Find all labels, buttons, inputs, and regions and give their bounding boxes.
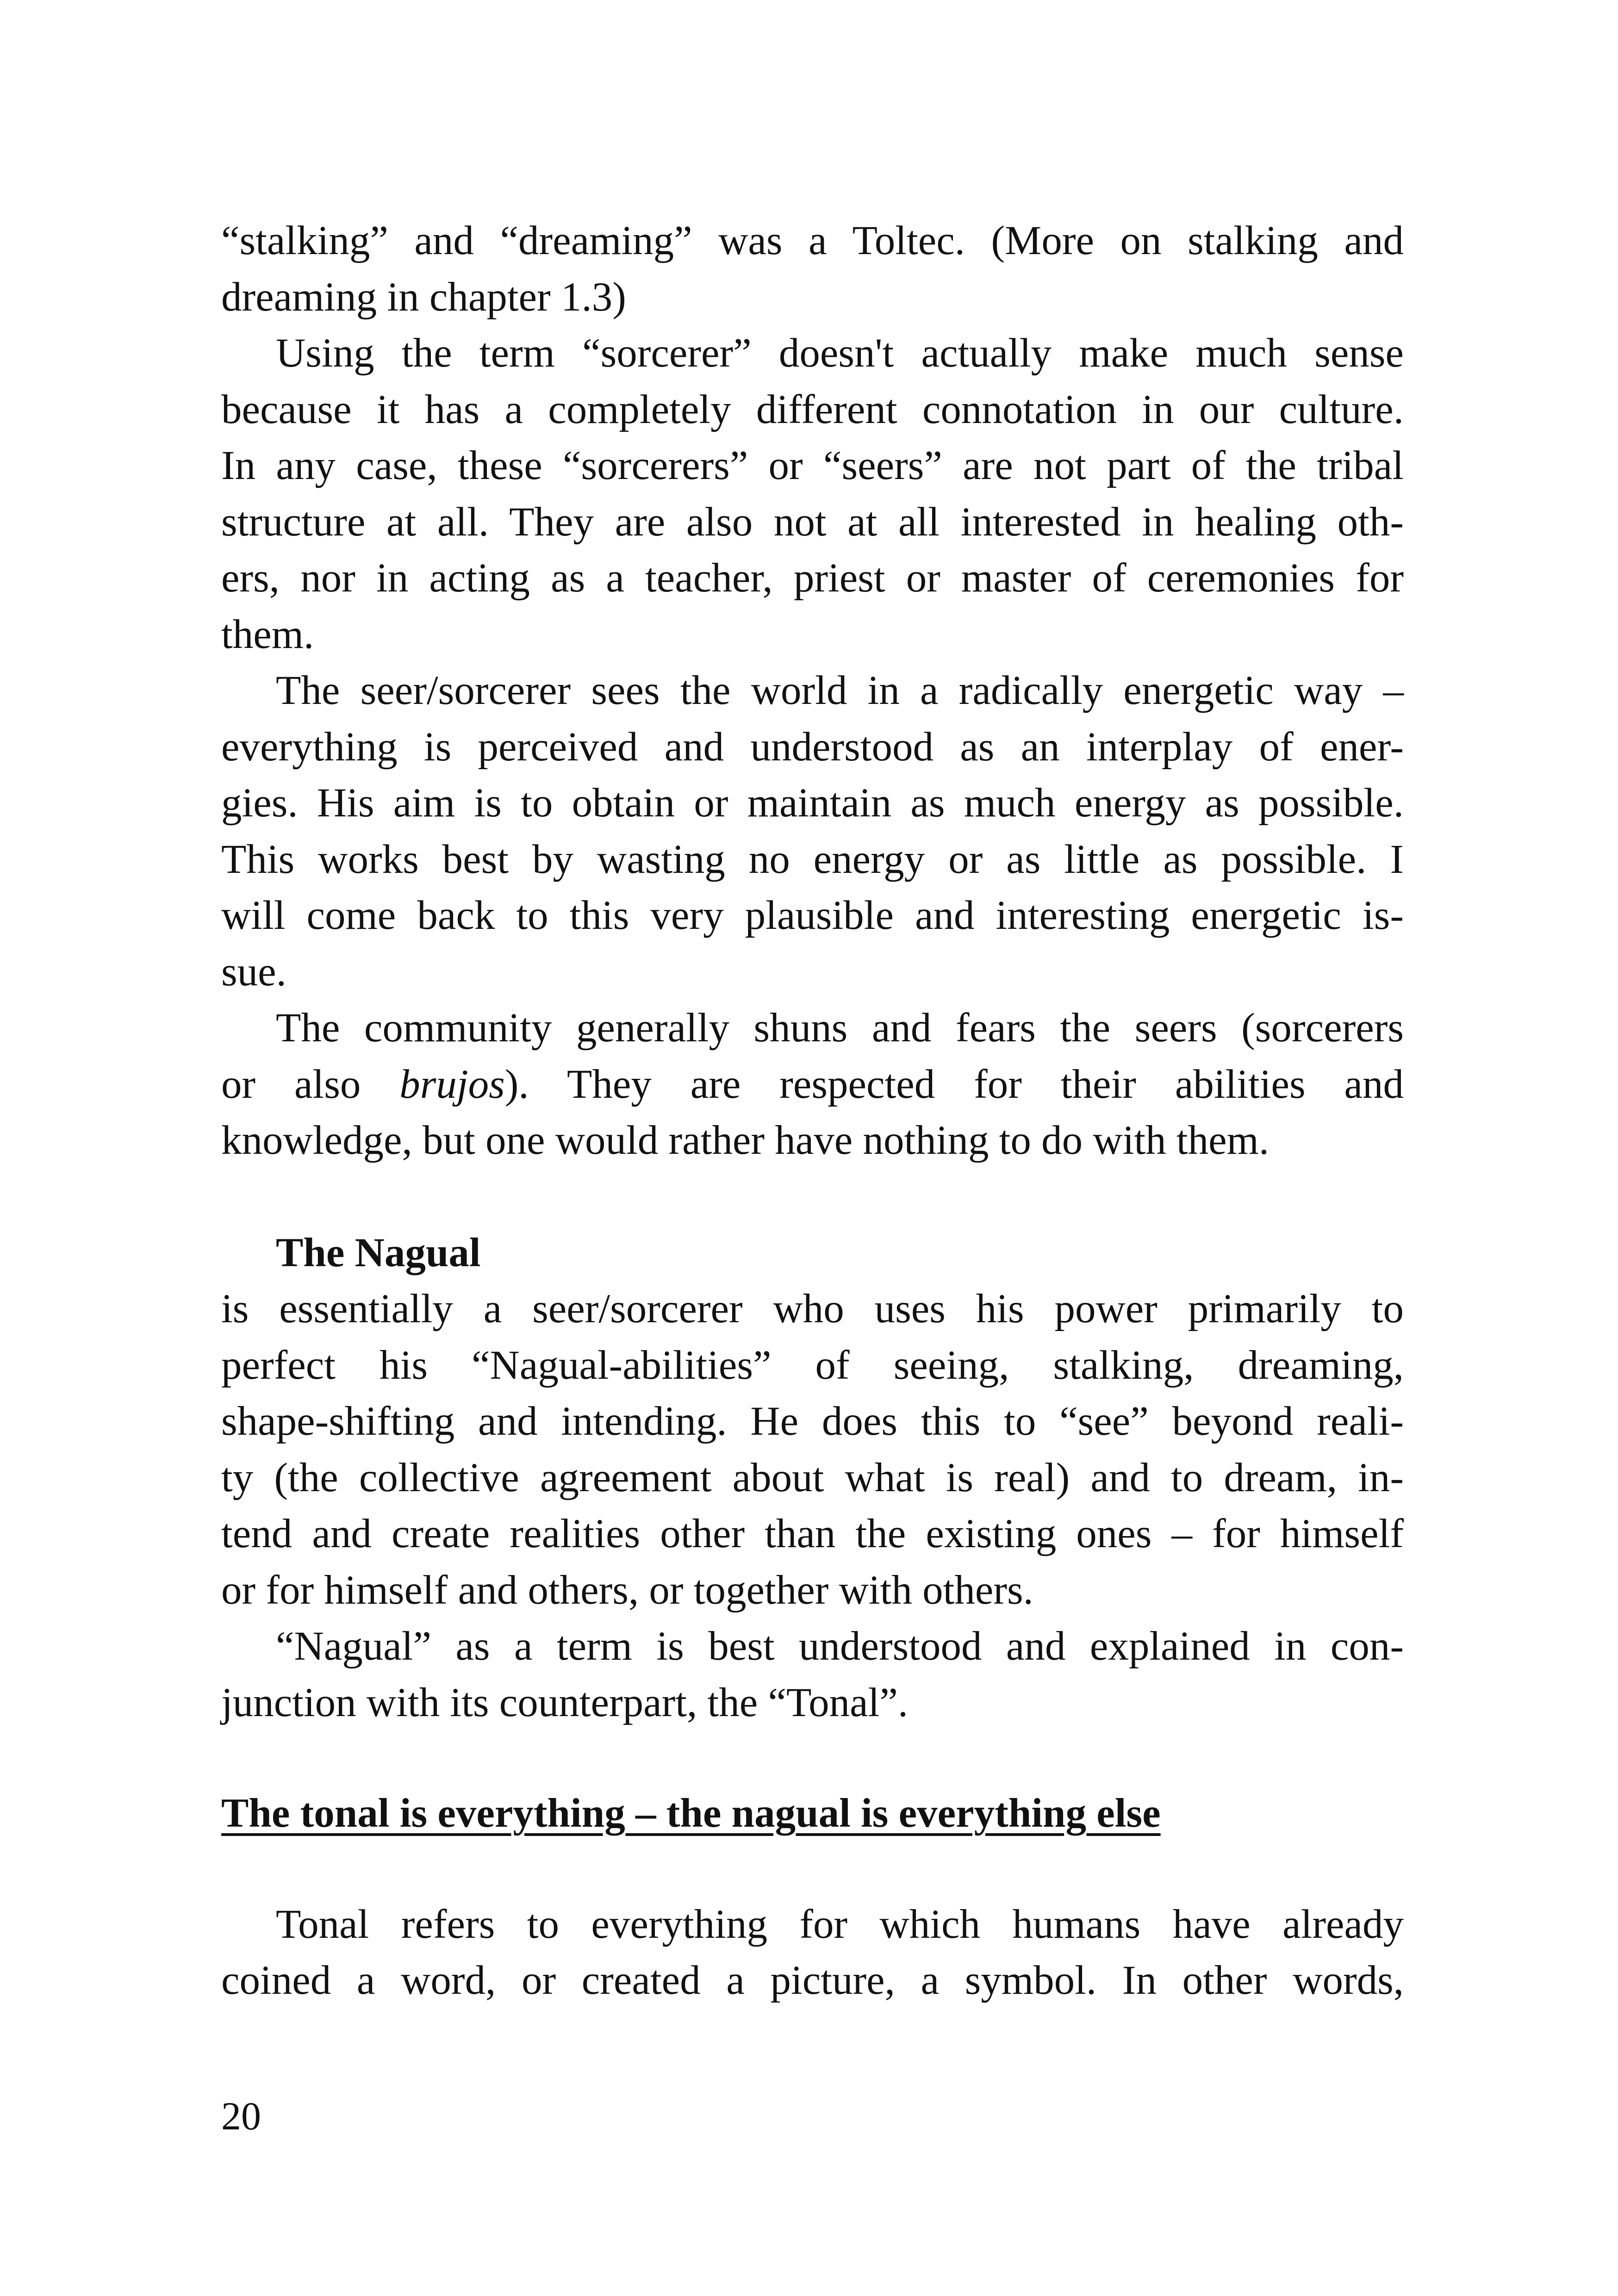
page-number: 20 bbox=[221, 2094, 261, 2138]
italic-term: brujos bbox=[399, 1061, 505, 1107]
text-segment: ). They are respected for their abilities and bbox=[504, 1061, 1404, 1107]
spacer bbox=[221, 1169, 1404, 1225]
text-line: is essentially a seer/sorcerer who uses his power primarily to bbox=[221, 1286, 1404, 1332]
text-line bbox=[221, 1057, 1404, 1113]
text-line: ty (the collective agreement about what is real) and to dream, in- bbox=[221, 1455, 1404, 1500]
paragraph-6 bbox=[221, 1618, 1404, 1731]
spacer bbox=[221, 1731, 1404, 1786]
text-line: dreaming in chapter 1.3) bbox=[221, 274, 626, 320]
text-line: “Nagual” as a term is best understood and explained in con- bbox=[276, 1624, 1404, 1669]
text-line: because it has a completely different connotation in our culture. bbox=[221, 386, 1404, 432]
paragraph-8 bbox=[221, 1897, 1404, 2009]
paragraph-4 bbox=[221, 1000, 1404, 1169]
paragraph-3 bbox=[221, 663, 1404, 1000]
text-line: ers, nor in acting as a teacher, priest or master of ceremonies for bbox=[221, 555, 1404, 601]
text-line: Using the term “sorcerer” doesn't actually make much sense bbox=[276, 330, 1404, 376]
text-line: perfect his “Nagual-abilities” of seeing, stalking, dreaming, bbox=[221, 1342, 1404, 1388]
text-line: them. bbox=[221, 611, 314, 657]
text-line: or for himself and others, or together with others. bbox=[221, 1567, 1033, 1613]
text-segment: or also bbox=[221, 1061, 400, 1107]
text-line: will come back to this very plausible and interesting energetic is- bbox=[221, 893, 1404, 938]
spacer bbox=[221, 1842, 1404, 1897]
text-line: coined a word, or created a picture, a symbol. In other words, bbox=[221, 1958, 1404, 2003]
text-line: sue. bbox=[221, 949, 286, 995]
section-heading-tonal: The tonal is everything – the nagual is everything else bbox=[221, 1791, 1161, 1836]
text-line: everything is perceived and understood as an interplay of ener- bbox=[221, 724, 1404, 770]
text-line: knowledge, but one would rather have nothing to do with them. bbox=[221, 1118, 1270, 1163]
nagual-section bbox=[221, 1225, 1404, 1619]
text-line: gies. His aim is to obtain or maintain as much energy as possible. bbox=[221, 780, 1404, 826]
subheading-nagual: The Nagual bbox=[276, 1230, 481, 1276]
paragraph-1 bbox=[221, 213, 1404, 325]
text-line: Tonal refers to everything for which humans have already bbox=[276, 1901, 1404, 1947]
text-line: junction with its counterpart, the “Tonal”. bbox=[221, 1680, 909, 1725]
text-line: structure at all. They are also not at all interested in healing oth- bbox=[221, 499, 1404, 545]
text-line: The community generally shuns and fears the seers (sorcerers bbox=[276, 1005, 1404, 1051]
text-line: The seer/sorcerer sees the world in a radically energetic way – bbox=[276, 668, 1404, 713]
paragraph-2 bbox=[221, 325, 1404, 663]
text-line: This works best by wasting no energy or as little as possible. I bbox=[221, 836, 1404, 882]
text-line: In any case, these “sorcerers” or “seers” are not part of the tribal bbox=[221, 443, 1404, 488]
text-line: tend and create realities other than the existing ones – for himself bbox=[221, 1511, 1404, 1556]
text-line: shape-shifting and intending. He does this to “see” beyond reali- bbox=[221, 1399, 1404, 1444]
text-line: “stalking” and “dreaming” was a Toltec. (More on stalking and bbox=[221, 218, 1404, 263]
page-body bbox=[221, 213, 1404, 2009]
